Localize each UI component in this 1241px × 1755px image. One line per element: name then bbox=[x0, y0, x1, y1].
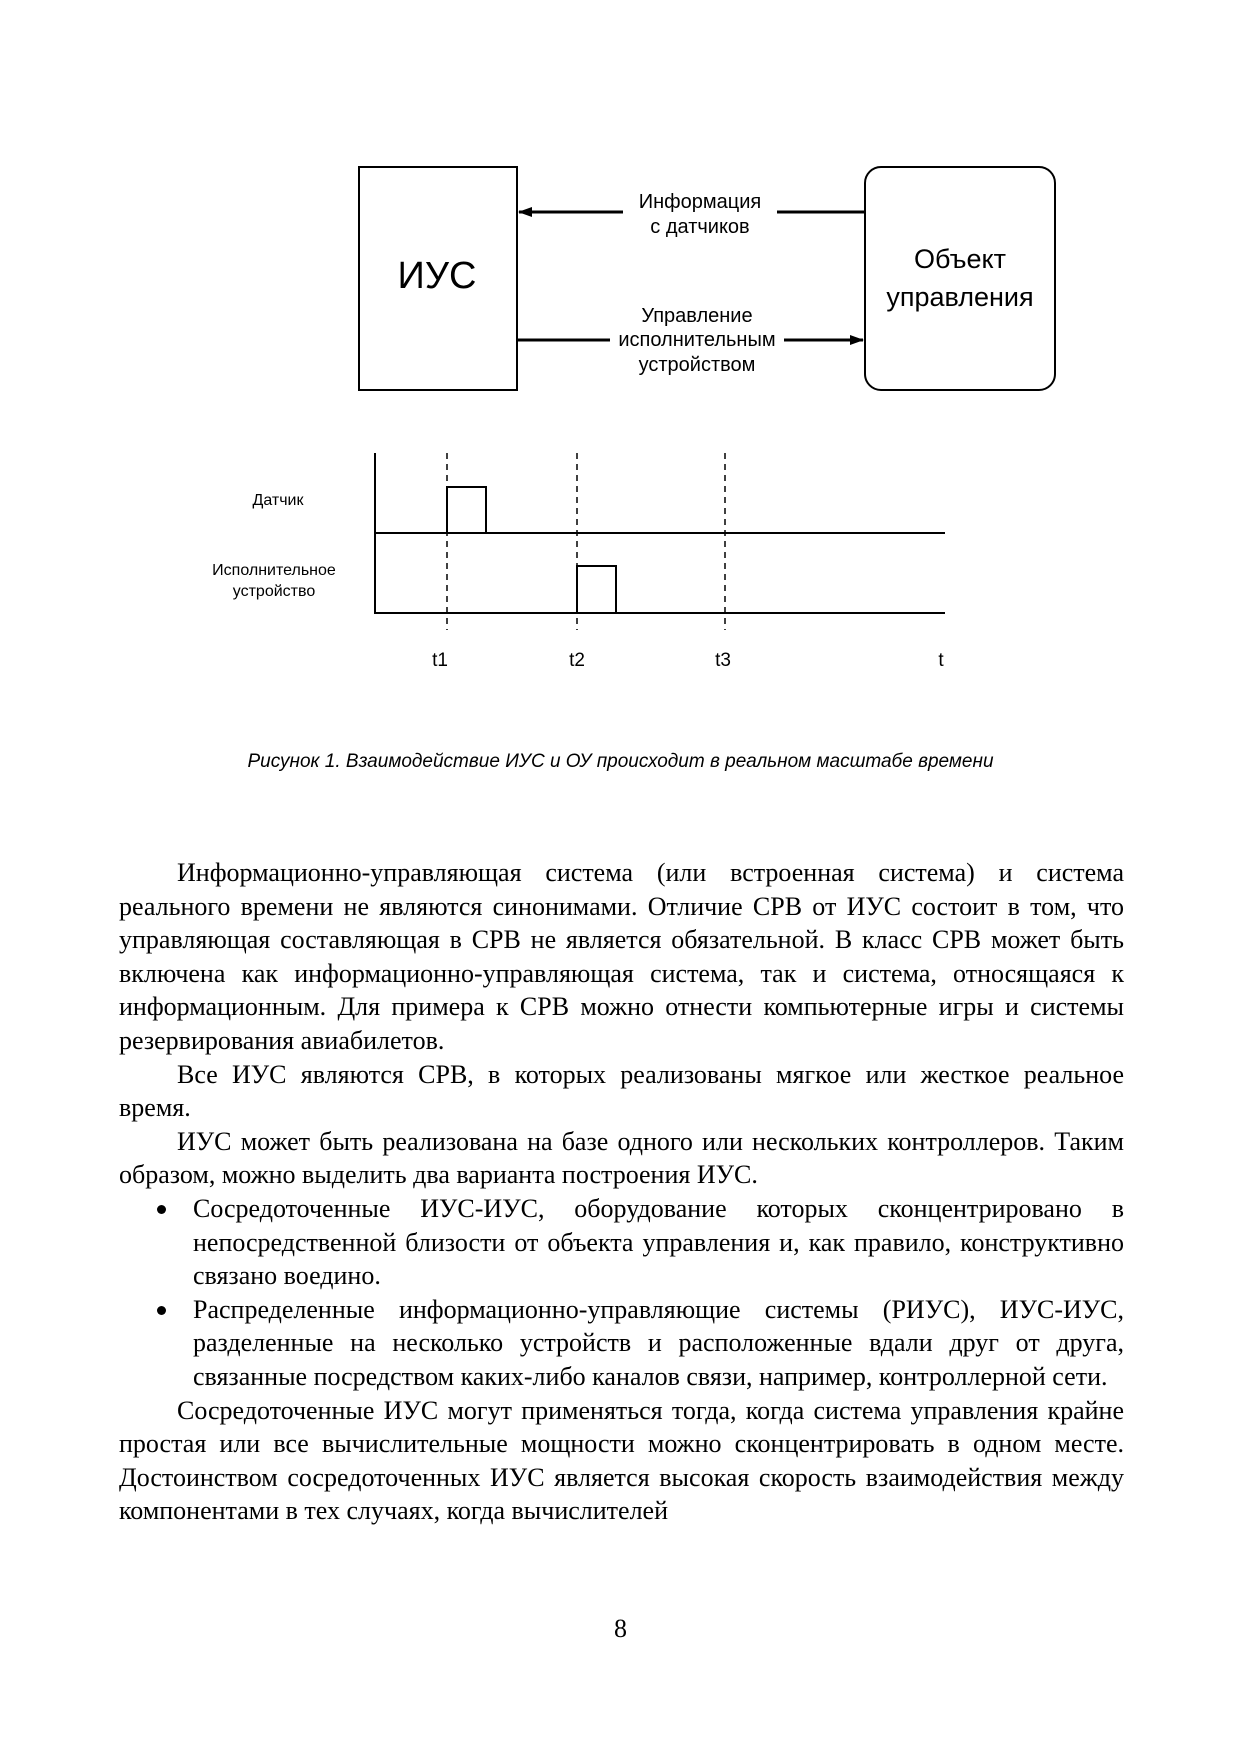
control-object-label-line2: управления bbox=[886, 282, 1034, 312]
actuator-control-label-line1: Управление bbox=[641, 305, 753, 327]
time-label-t1: t1 bbox=[432, 650, 448, 671]
page-number: 8 bbox=[614, 1614, 627, 1643]
bullet-item bbox=[119, 1192, 1124, 1293]
figure-caption: Рисунок 1. Взаимодействие ИУС и ОУ происходит в реальном масштабе времени bbox=[247, 751, 994, 772]
time-label-t3: t3 bbox=[715, 650, 731, 671]
sensor-info-label-line1: Информация bbox=[638, 191, 762, 213]
actuator-pulse bbox=[577, 566, 616, 613]
control-object-box bbox=[865, 167, 1055, 390]
sensor-pulse bbox=[447, 487, 486, 533]
bullet-text: Сосредоточенные ИУС-ИУС, оборудование которых сконцентрировано в непосредственной близости от объекта управления и, как правило, конструктивно связано воедино. bbox=[193, 1193, 1124, 1291]
timing-diagram bbox=[212, 453, 945, 671]
control-object-label-line1: Объект bbox=[914, 244, 1006, 274]
bullet-dot-icon bbox=[157, 1306, 166, 1315]
bullet-item bbox=[119, 1293, 1124, 1394]
block-diagram bbox=[359, 167, 1055, 390]
paragraph-4: Сосредоточенные ИУС могут применяться тогда, когда система управления крайне простая или все вычислительные мощности можно сконцентрировать в одном месте. Достоинством сосредоточенных ИУС является высокая скорость взаимодействия между компонентами в тех случаях, когда вычислителей bbox=[119, 1395, 1124, 1526]
paragraph-3: ИУС может быть реализована на базе одного или нескольких контроллеров. Таким образом, можно выделить два варианта построения ИУС. bbox=[119, 1126, 1124, 1190]
bullet-list bbox=[119, 1192, 1124, 1394]
sensor-label: Датчик bbox=[252, 492, 304, 509]
paragraph-1: Информационно-управляющая система (или встроенная система) и система реального времени не являются синонимами. Отличие СРВ от ИУС состоит в том, что управляющая составляющая в СРВ не является обязательной. В класс СРВ может быть включена как информационно-управляющая система, так и система, относящаяся к информационным. Для примера к СРВ можно отнести компьютерные игры и системы резервирования авиабилетов. bbox=[119, 858, 1124, 1055]
body-text bbox=[119, 856, 1124, 1528]
actuator-control-label-line2: исполнительным bbox=[618, 329, 776, 351]
actuator-control-label-line3: устройством bbox=[638, 354, 756, 376]
actuator-label-line1: Исполнительное bbox=[212, 562, 336, 579]
paragraph-2: Все ИУС являются СРВ, в которых реализованы мягкое или жесткое реальное время. bbox=[119, 1059, 1124, 1123]
time-label-t: t bbox=[938, 650, 944, 671]
bullet-dot-icon bbox=[157, 1205, 166, 1214]
figure-1 bbox=[0, 0, 1241, 720]
ius-box-label: ИУС bbox=[397, 255, 477, 297]
actuator-label-line2: устройство bbox=[232, 583, 316, 600]
sensor-info-label-line2: с датчиков bbox=[650, 216, 750, 238]
bullet-text: Распределенные информационно-управляющие системы (РИУС), ИУС-ИУС, разделенные на несколько устройств и расположенные вдали друг от друга, связанные посредством каких-либо каналов связи, например, контроллерной сети. bbox=[193, 1294, 1124, 1391]
time-label-t2: t2 bbox=[569, 650, 585, 671]
